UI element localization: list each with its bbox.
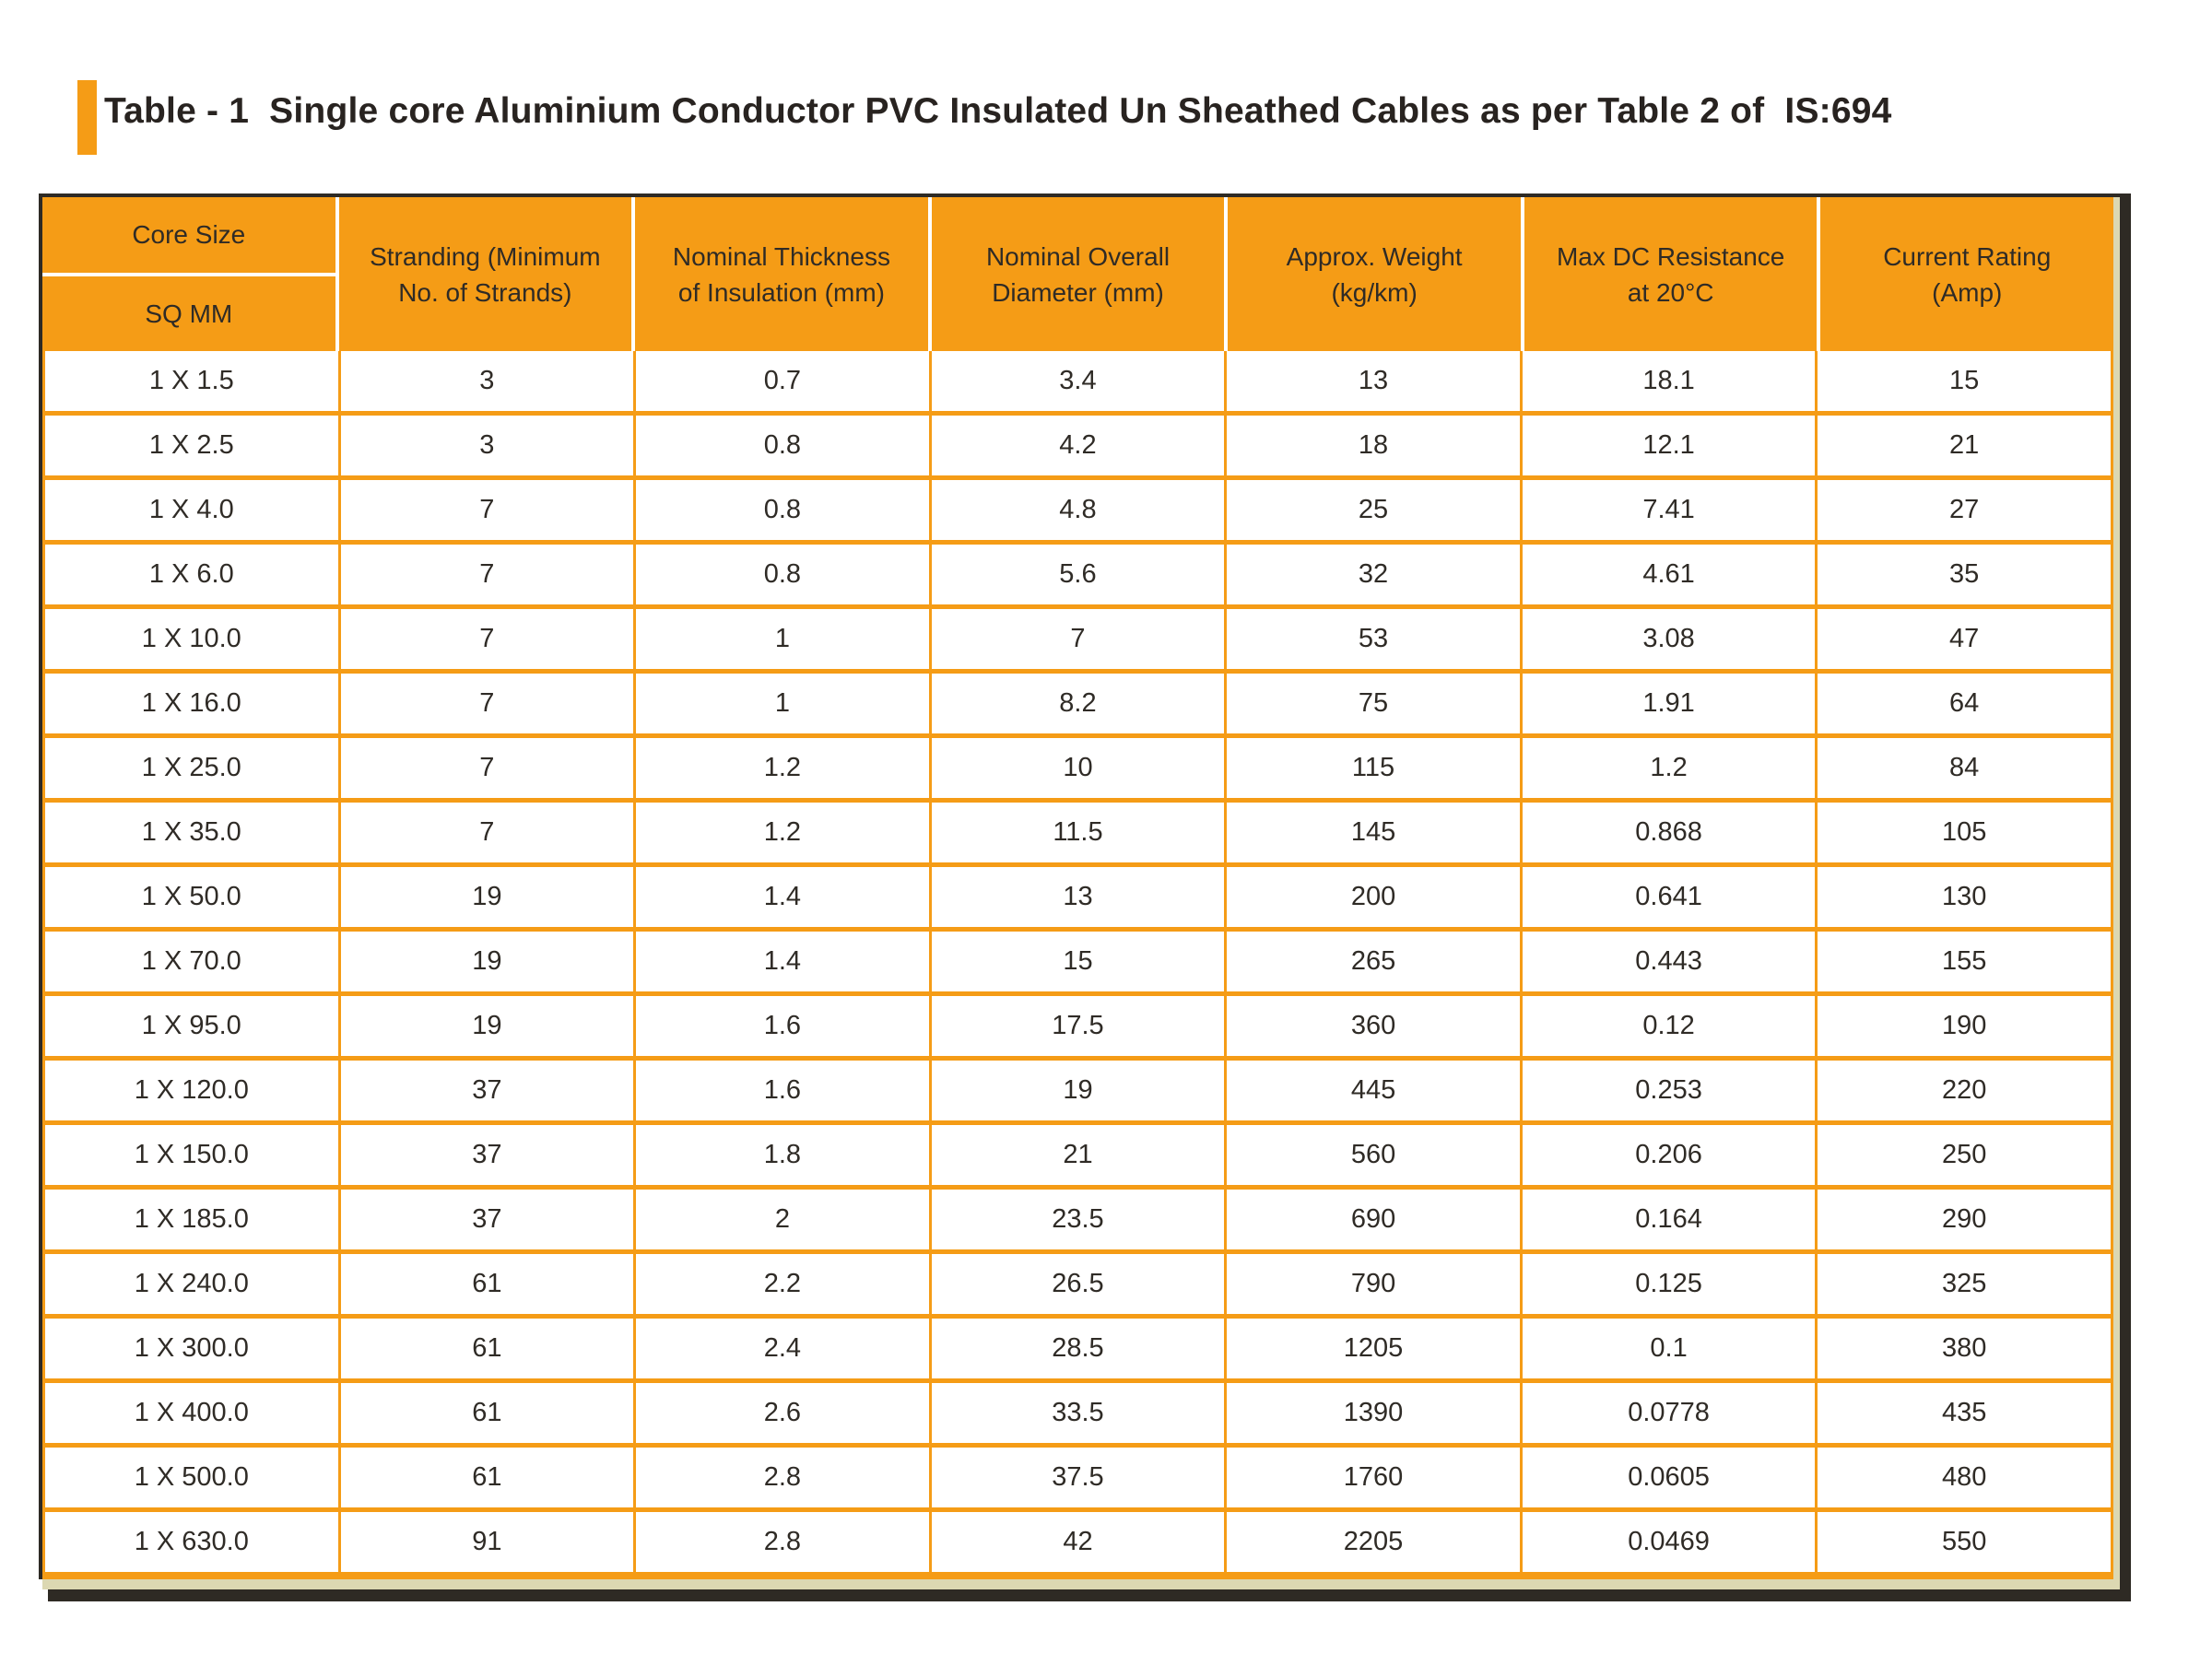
table-cell: 1 X 16.0	[44, 672, 340, 736]
table-cell: 560	[1226, 1123, 1522, 1188]
table-cell: 1 X 6.0	[44, 543, 340, 607]
table-cell: 21	[1817, 414, 2112, 478]
table-cell: 26.5	[930, 1252, 1226, 1317]
table-header-row	[42, 197, 2113, 351]
table-cell: 1 X 300.0	[44, 1317, 340, 1381]
table-cell: 0.1	[1521, 1317, 1817, 1381]
table-cell: 1.4	[635, 930, 931, 994]
table-cell: 23.5	[930, 1188, 1226, 1252]
table-cell: 3.4	[930, 351, 1226, 414]
table-cell: 1 X 500.0	[44, 1446, 340, 1510]
table-cell: 1 X 50.0	[44, 865, 340, 930]
header-line: of Insulation (mm)	[677, 277, 885, 307]
table-cell: 37	[339, 1188, 635, 1252]
title-accent-bar	[77, 80, 97, 155]
table-cell: 0.8	[635, 414, 931, 478]
table-cell: 91	[339, 1510, 635, 1577]
header-overall-diameter-cell	[928, 197, 1225, 351]
header-line: No. of Strands)	[398, 277, 572, 307]
table-shadow-right-outer	[2120, 197, 2131, 1601]
table-row	[44, 351, 2112, 414]
table-cell: 0.443	[1521, 930, 1817, 994]
table-cell: 3.08	[1521, 607, 1817, 672]
table-cell: 1205	[1226, 1317, 1522, 1381]
table-row	[44, 672, 2112, 736]
table-cell: 17.5	[930, 994, 1226, 1059]
header-dc-resistance-cell	[1521, 197, 1818, 351]
table-cell: 1 X 240.0	[44, 1252, 340, 1317]
cable-spec-table	[39, 193, 2113, 1579]
table-cell: 84	[1817, 736, 2112, 801]
table-cell: 2205	[1226, 1510, 1522, 1577]
table-cell: 15	[1817, 351, 2112, 414]
table-cell: 61	[339, 1381, 635, 1446]
table-cell: 0.0778	[1521, 1381, 1817, 1446]
table-cell: 7	[339, 736, 635, 801]
table-cell: 2.8	[635, 1446, 931, 1510]
table-cell: 7.41	[1521, 478, 1817, 543]
table-cell: 0.0469	[1521, 1510, 1817, 1577]
table-row	[44, 801, 2112, 865]
table-cell: 325	[1817, 1252, 2112, 1317]
table-cell: 1 X 95.0	[44, 994, 340, 1059]
table-cell: 200	[1226, 865, 1522, 930]
table-cell: 1.4	[635, 865, 931, 930]
table-cell: 2.2	[635, 1252, 931, 1317]
table-row	[44, 1252, 2112, 1317]
table-cell: 3	[339, 351, 635, 414]
table-shadow-right-inner	[2113, 197, 2120, 1589]
table-cell: 42	[930, 1510, 1226, 1577]
table-cell: 19	[339, 865, 635, 930]
table-cell: 155	[1817, 930, 2112, 994]
table-cell: 1 X 150.0	[44, 1123, 340, 1188]
header-line: (kg/km)	[1331, 277, 1418, 307]
table-cell: 7	[339, 543, 635, 607]
table-cell: 18	[1226, 414, 1522, 478]
table-cell: 1 X 4.0	[44, 478, 340, 543]
table-cell: 13	[930, 865, 1226, 930]
table-row	[44, 1059, 2112, 1123]
table-cell: 265	[1226, 930, 1522, 994]
table-cell: 0.253	[1521, 1059, 1817, 1123]
table-body	[44, 351, 2112, 1576]
header-line: Max DC Resistance	[1556, 241, 1785, 271]
table-cell: 4.2	[930, 414, 1226, 478]
header-core-size-label: Core Size	[132, 220, 246, 250]
header-line: Nominal Overall	[985, 241, 1171, 271]
table-row	[44, 1123, 2112, 1188]
table-cell: 7	[339, 801, 635, 865]
page-title: Table - 1 Single core Aluminium Conductor PVC Insulated Un Sheathed Cables as per Table 2 of IS:694	[104, 91, 1892, 131]
table-row	[44, 1317, 2112, 1381]
table-cell: 1.2	[635, 736, 931, 801]
table-cell: 1 X 185.0	[44, 1188, 340, 1252]
table-row	[44, 736, 2112, 801]
table-row	[44, 414, 2112, 478]
table-cell: 7	[339, 672, 635, 736]
table-cell: 4.61	[1521, 543, 1817, 607]
header-line: Current Rating	[1883, 241, 2052, 271]
table-cell: 380	[1817, 1317, 2112, 1381]
table-cell: 8.2	[930, 672, 1226, 736]
header-line: Diameter (mm)	[992, 277, 1164, 307]
table-cell: 37	[339, 1123, 635, 1188]
table-cell: 190	[1817, 994, 2112, 1059]
table-cell: 0.868	[1521, 801, 1817, 865]
table-cell: 1	[635, 672, 931, 736]
table-cell: 28.5	[930, 1317, 1226, 1381]
table-cell: 2.6	[635, 1381, 931, 1446]
table-row	[44, 1510, 2112, 1577]
table-cell: 0.7	[635, 351, 931, 414]
table-cell: 1.8	[635, 1123, 931, 1188]
table-cell: 0.206	[1521, 1123, 1817, 1188]
table-row	[44, 1188, 2112, 1252]
table-cell: 480	[1817, 1446, 2112, 1510]
table-cell: 21	[930, 1123, 1226, 1188]
table-cell: 2	[635, 1188, 931, 1252]
table-cell: 115	[1226, 736, 1522, 801]
table-cell: 1.91	[1521, 672, 1817, 736]
table-cell: 47	[1817, 607, 2112, 672]
table-cell: 33.5	[930, 1381, 1226, 1446]
table-cell: 4.8	[930, 478, 1226, 543]
table-cell: 2.4	[635, 1317, 931, 1381]
table-cell: 3	[339, 414, 635, 478]
table-cell: 64	[1817, 672, 2112, 736]
table-cell: 12.1	[1521, 414, 1817, 478]
table-cell: 2.8	[635, 1510, 931, 1577]
table-cell: 37	[339, 1059, 635, 1123]
table-cell: 27	[1817, 478, 2112, 543]
table-cell: 130	[1817, 865, 2112, 930]
table-row	[44, 930, 2112, 994]
table-cell: 0.0605	[1521, 1446, 1817, 1510]
table-cell: 0.8	[635, 478, 931, 543]
table-cell: 1 X 70.0	[44, 930, 340, 994]
table-cell: 32	[1226, 543, 1522, 607]
table-row	[44, 865, 2112, 930]
table-cell: 0.12	[1521, 994, 1817, 1059]
table-cell: 0.125	[1521, 1252, 1817, 1317]
table-shadow-bottom-inner	[42, 1579, 2113, 1589]
table-row	[44, 478, 2112, 543]
table-cell: 790	[1226, 1252, 1522, 1317]
table-cell: 10	[930, 736, 1226, 801]
table-cell: 1 X 2.5	[44, 414, 340, 478]
table-cell: 1 X 120.0	[44, 1059, 340, 1123]
table-cell: 18.1	[1521, 351, 1817, 414]
table-cell: 360	[1226, 994, 1522, 1059]
table-cell: 1 X 1.5	[44, 351, 340, 414]
table-cell: 25	[1226, 478, 1522, 543]
table-cell: 250	[1817, 1123, 2112, 1188]
table-cell: 550	[1817, 1510, 2112, 1577]
header-sq-mm-label: SQ MM	[145, 299, 233, 328]
table-cell: 37.5	[930, 1446, 1226, 1510]
table-cell: 1 X 25.0	[44, 736, 340, 801]
table-cell: 105	[1817, 801, 2112, 865]
table-cell: 13	[1226, 351, 1522, 414]
table-cell: 445	[1226, 1059, 1522, 1123]
table-cell: 220	[1817, 1059, 2112, 1123]
table-cell: 61	[339, 1446, 635, 1510]
table-cell: 61	[339, 1317, 635, 1381]
table-cell: 1 X 35.0	[44, 801, 340, 865]
header-approx-weight-cell	[1224, 197, 1521, 351]
table-cell: 1760	[1226, 1446, 1522, 1510]
table-cell: 1.2	[1521, 736, 1817, 801]
table-shadow-bottom-outer	[48, 1589, 2131, 1601]
table-cell: 290	[1817, 1188, 2112, 1252]
header-line: Approx. Weight	[1286, 241, 1463, 271]
table-row	[44, 994, 2112, 1059]
table-cell: 145	[1226, 801, 1522, 865]
table-cell: 690	[1226, 1188, 1522, 1252]
table-cell: 7	[339, 607, 635, 672]
header-line: (Amp)	[1932, 277, 2003, 307]
header-line: at 20°C	[1627, 277, 1714, 307]
table-cell: 19	[339, 930, 635, 994]
table-cell: 61	[339, 1252, 635, 1317]
table-cell: 1.2	[635, 801, 931, 865]
table-cell: 1	[635, 607, 931, 672]
table-row	[44, 607, 2112, 672]
table-cell: 0.641	[1521, 865, 1817, 930]
header-line: Nominal Thickness	[672, 241, 890, 271]
table-cell: 15	[930, 930, 1226, 994]
table-cell: 19	[930, 1059, 1226, 1123]
table-cell: 1.6	[635, 1059, 931, 1123]
table-cell: 0.8	[635, 543, 931, 607]
table-cell: 35	[1817, 543, 2112, 607]
header-insulation-thickness-cell	[631, 197, 928, 351]
table-data-grid	[42, 351, 2113, 1579]
table-cell: 1 X 10.0	[44, 607, 340, 672]
table-cell: 19	[339, 994, 635, 1059]
table-cell: 1 X 400.0	[44, 1381, 340, 1446]
table-row	[44, 543, 2112, 607]
table-cell: 7	[339, 478, 635, 543]
table-cell: 5.6	[930, 543, 1226, 607]
header-core-size-cell	[42, 197, 335, 351]
table-cell: 53	[1226, 607, 1522, 672]
table-cell: 0.164	[1521, 1188, 1817, 1252]
header-stranding-cell	[335, 197, 632, 351]
table-cell: 11.5	[930, 801, 1226, 865]
table-cell: 75	[1226, 672, 1522, 736]
table-cell: 1390	[1226, 1381, 1522, 1446]
table-cell: 435	[1817, 1381, 2112, 1446]
header-line: Stranding (Minimum	[370, 241, 601, 271]
table-cell: 1 X 630.0	[44, 1510, 340, 1577]
table-row	[44, 1381, 2112, 1446]
table-cell: 1.6	[635, 994, 931, 1059]
header-current-rating-cell	[1817, 197, 2113, 351]
table-cell: 7	[930, 607, 1226, 672]
table-row	[44, 1446, 2112, 1510]
